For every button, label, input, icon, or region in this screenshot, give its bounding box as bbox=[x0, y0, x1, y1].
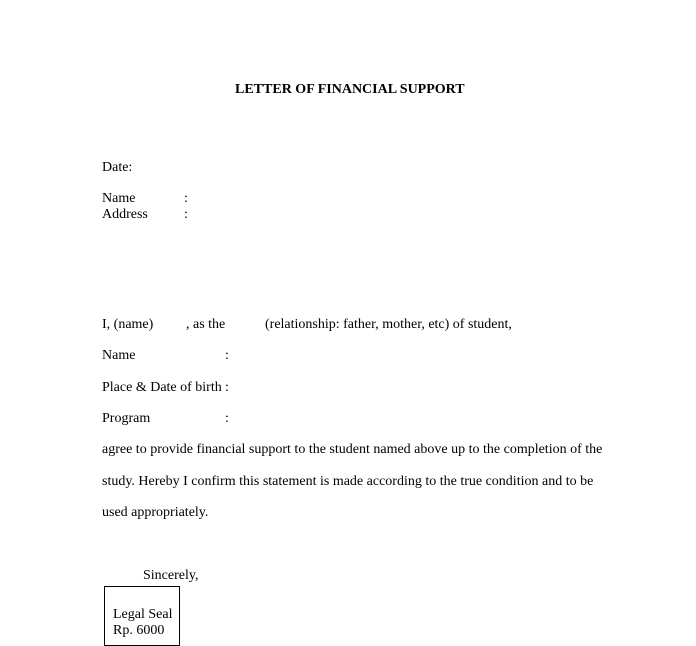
legal-seal-box bbox=[104, 586, 180, 646]
seal-label: Legal Seal bbox=[113, 607, 173, 622]
body-line-1: agree to provide financial support to the student named above up to the completion of the bbox=[102, 442, 603, 457]
document-title: LETTER OF FINANCIAL SUPPORT bbox=[235, 82, 465, 97]
student-birth-label: Place & Date of birth bbox=[102, 380, 222, 395]
student-program-label: Program bbox=[102, 411, 151, 426]
intro-as-the-text: , as the bbox=[186, 317, 226, 332]
body-line-3: used appropriately. bbox=[102, 505, 209, 520]
seal-amount: Rp. 6000 bbox=[113, 623, 165, 638]
header-name-separator: : bbox=[184, 191, 188, 206]
header-name-label: Name bbox=[102, 191, 136, 206]
student-program-separator: : bbox=[225, 411, 229, 426]
header-address-label: Address bbox=[102, 207, 148, 222]
intro-name-text: I, (name) bbox=[102, 317, 154, 332]
header-address-separator: : bbox=[184, 207, 188, 222]
body-line-2: study. Hereby I confirm this statement is made according to the true condition and to be bbox=[102, 474, 594, 489]
intro-relationship-text: (relationship: father, mother, etc) of student, bbox=[265, 317, 512, 332]
student-name-label: Name bbox=[102, 348, 136, 363]
closing-text: Sincerely, bbox=[143, 568, 199, 583]
date-label: Date: bbox=[102, 160, 133, 175]
student-name-separator: : bbox=[225, 348, 229, 363]
student-birth-separator: : bbox=[225, 380, 229, 395]
